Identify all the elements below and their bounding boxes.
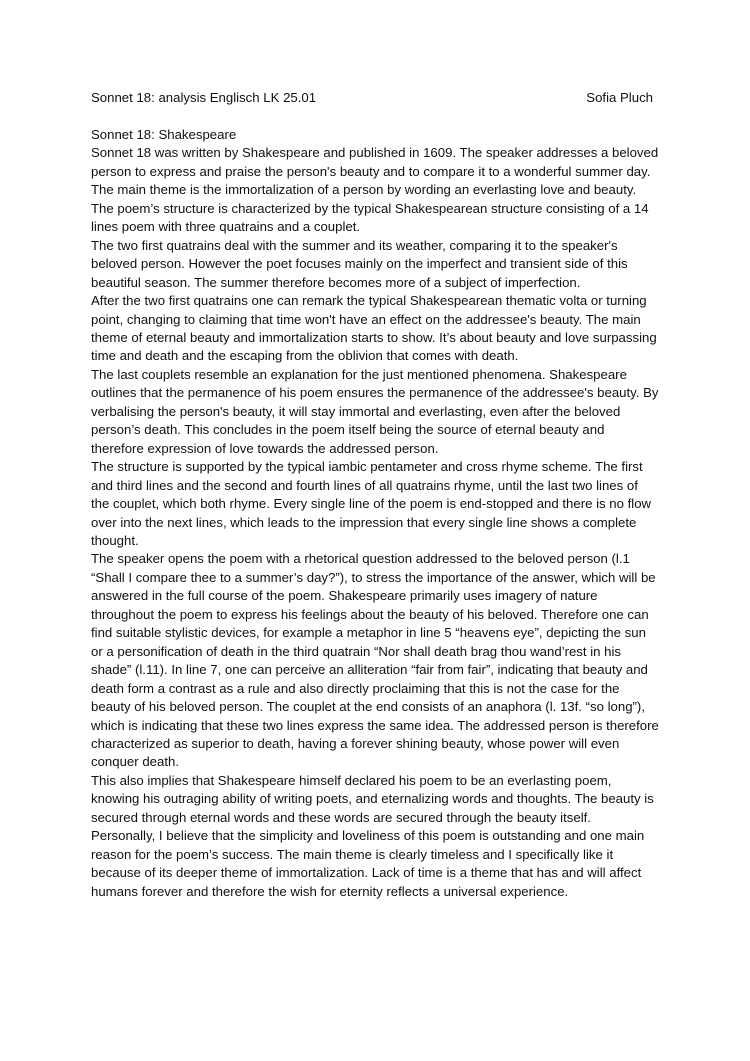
- section-heading: Sonnet 18: Shakespeare: [91, 127, 237, 142]
- paragraph-quatrains: The two first quatrains deal with the summer and its weather, comparing it to the speaker's beloved person. However the poet focuses mainly on the imperfect and transient side of this beautiful season. The summer therefore becomes more of a subject of imperfection.: [91, 237, 628, 290]
- paragraph-couplet: The last couplets resemble an explanation for the just mentioned phenomena. Shakespeare outlines that the permanence of his poem ensures the permanence of the addressee's beauty. By verbalising the person's beauty, it will stay immortal and everlasting, even after the beloved person’s death. This concludes in the poem itself being the source of eternal beauty and therefore expression of love towards the addressed person.: [91, 366, 659, 456]
- paragraph-meter-rhyme: The structure is supported by the typical iambic pentameter and cross rhyme scheme. The first and third lines and the second and fourth lines of all quatrains rhyme, until the last two lines of the couplet, which both rhyme. Every single line of the poem is end-stopped and there is no flow over into the next lines, which leads to the impression that every single line shows a complete thought.: [91, 459, 652, 548]
- paragraph-structure: The poem’s structure is characterized by the typical Shakespearean structure consisting of a 14 lines poem with three quatrains and a couplet.: [91, 200, 649, 235]
- document-body: [91, 126, 659, 901]
- page-header: [91, 89, 653, 109]
- paragraph-personal-opinion: Personally, I believe that the simplicity and loveliness of this poem is outstanding and one main reason for the poem’s success. The main theme is clearly timeless and I specifically like it because of its deeper theme of immortalization. Lack of time is a theme that has and will affect humans forever and therefore the wish for eternity reflects a universal experience.: [91, 828, 645, 899]
- paragraph-everlasting-poem: This also implies that Shakespeare himself declared his poem to be an everlasting poem, knowing his outraging ability of writing poets, and eternalizing words and thoughts. The beauty is secured through eternal words and these words are secured through the beauty itself.: [91, 772, 654, 825]
- document-title: Sonnet 18: analysis Englisch LK 25.01: [91, 90, 317, 105]
- paragraph-introduction: Sonnet 18 was written by Shakespeare and published in 1609. The speaker addresses a beloved person to express and praise the person's beauty and to compare it to a wonderful summer day. The main theme is the immortalization of a person by wording an everlasting love and beauty.: [91, 145, 659, 198]
- paragraph-volta: After the two first quatrains one can remark the typical Shakespearean thematic volta or turning point, changing to claiming that time won't have an effect on the addressee's beauty. The main theme of eternal beauty and immortalization starts to show. It’s about beauty and love surpassing time and death and the escaping from the oblivion that comes with death.: [91, 293, 657, 364]
- paragraph-stylistic-devices: The speaker opens the poem with a rhetorical question addressed to the beloved person (l.1 “Shall I compare thee to a summer’s day?”), to stress the importance of the answer, which will be answered in the full course of the poem. Shakespeare primarily uses imagery of nature throughout the poem to express his feelings about the beauty of his beloved. Therefore one can find suitable stylistic devices, for example a metaphor in line 5 “heavens eye”, depicting the sun or a personification of death in the third quatrain “Nor shall death brag thou wand’rest in his shade” (l.11). In line 7, one can perceive an alliteration “fair from fair”, indicating that beauty and death form a contrast as a rule and also directly proclaiming that this is not the case for the beauty of his beloved person. The couplet at the end consists of an anaphora (l. 13f. “so long”), which is indicating that these two lines express the same idea. The addressed person is therefore characterized as superior to death, having a forever shining beauty, whose power will even conquer death.: [91, 551, 659, 770]
- author-name: Sofia Pluch: [586, 90, 653, 105]
